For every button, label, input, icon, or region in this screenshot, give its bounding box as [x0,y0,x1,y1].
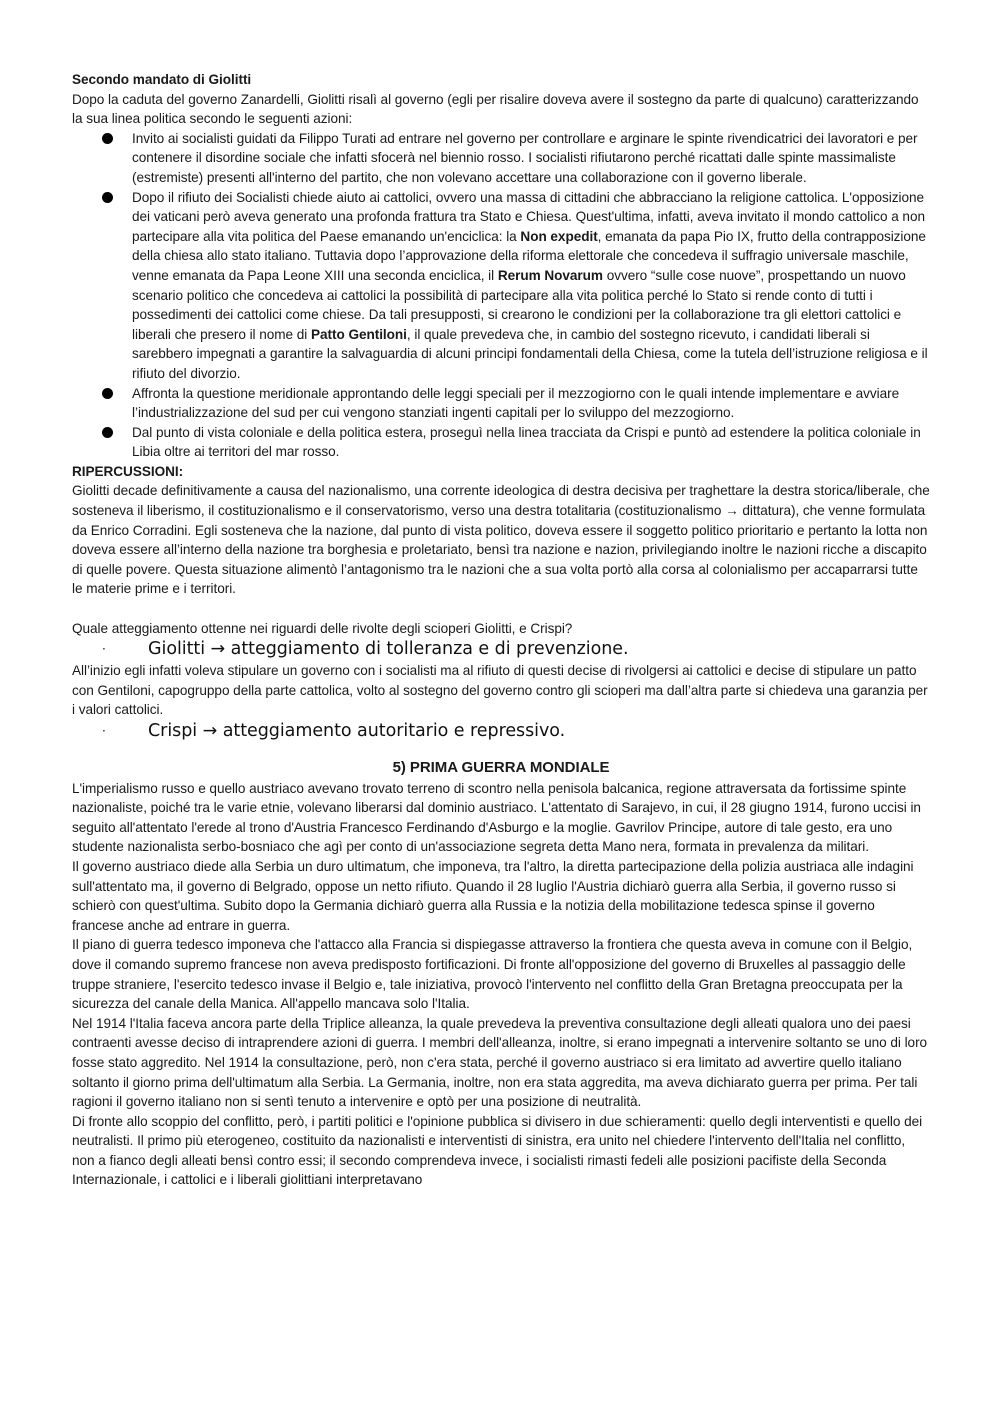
bullet-icon [102,427,113,438]
giolitti-intro: Dopo la caduta del governo Zanardelli, Giolitti risalì al governo (egli per risalire doveva avere il sostegno da parte di qualcuno) caratterizzando la sua linea politica secondo le seguenti azioni: [72,91,919,127]
crispi-answer-line [72,721,930,742]
list-item [72,423,930,462]
list-item [72,129,930,188]
bullet-text: Dal punto di vista coloniale e della politica estera, proseguì nella linea tracciata da Crispi e puntò ad estendere la politica coloniale in Libia oltre ai territori del mar rosso. [132,424,921,460]
list-item [72,384,930,423]
bold-term-rerum-novarum: Rerum Novarum [497,267,603,283]
bullet-icon [102,133,113,144]
section-title: 5) PRIMA GUERRA MONDIALE [392,759,610,776]
list-item [72,188,930,384]
dot-marker-icon: · [102,642,106,657]
text-segment: , il quale prevedeva che, in cambio del sostegno ricevuto, i candidati liberali si sarebbero impegnati a garantire la salvaguardia di alcuni principi fondamentali della Chiesa, come la tutela dell’istruzione religiosa e il rifiuto del divorzio. [132,326,928,381]
text-segment: Dopo il rifiuto dei Socialisti chiede aiuto ai cattolici, ovvero una massa di cittadini che abbracciano la religione cattolica. L'opposizione dei vaticani però aveva generato una profonda frattura tra Stato e Chiesa. Quest'ultima, infatti, aveva invitato il mondo cattolico a non partecipare alla vita politica del Paese emanando un'enciclica: la [132,189,925,244]
bullet-icon [102,388,113,399]
giolitti-answer-detail: All’inizio egli infatti voleva stipulare un governo con i socialisti ma al rifiuto di questi decise di rivolgersi ai cattolici e decise di stipulare un patto con Gentiloni, capogruppo della parte cattolica, volto al sostegno del governo contro gli scioperi ma dall’altra parte si chiedeva una garanzia per i valori cattolici. [72,663,928,718]
giolitti-answer-line [72,639,930,660]
paragraph: Di fronte allo scoppio del conflitto, però, i partiti politici e l'opinione pubblica si divisero in due schieramenti: quello degli interventisti e quello dei neutralisti. Il primo più eterogeneo, costituito da nazionalisti e interventisti di sinistra, era unito nel chiedere l'intervento dell'Italia nel conflitto, non a fianco degli alleati bensì contro essi; il secondo comprendeva invece, i socialisti rimasti fedeli alle posizioni pacifiste della Seconda Internazionale, i cattolici e i liberali giolittiani interpretavano [72,1113,923,1188]
ripercussioni-text: Giolitti decade definitivamente a causa del nazionalismo, una corrente ideologica di destra decisiva per traghettare la destra storica/liberale, che sosteneva il liberismo, il costituzionalismo e il conservatorismo, verso una destra totalitaria (costituzionalismo → dittatura), che venne formulata da Enrico Corradini. Egli sosteneva che la nazione, dal punto di vista politico, doveva essere il soggetto politico prioritario e pertanto la lotta non doveva essere all’interno della nazione tra borghesia e proletariato, bensì tra nazione e nazion, privilegiando inoltre le nazioni ricche a discapito di quelle povere. Questa situazione alimentò l’antagonismo tra le nazioni che a sua volta portò alla corsa al colonialismo per accaparrarsi tutte le materie prime e i territori. [72,483,930,597]
bullet-text: Affronta la questione meridionale approntando delle leggi speciali per il mezzogiorno con le quali intende implementare e avviare l’industrializzazione del sud per cui vengono stanziati ingenti capitali per lo sviluppo del mezzogiorno. [132,385,900,421]
text-segment: ovvero “sulle cose nuove”, prospettando un nuovo scenario politico che concedeva ai cattolici la possibilità di partecipare alla vita politica perché lo Stato si rende conto di tutti i possedimenti dei cattolici come chiese. Da tali presupposti, si crearono le condizioni per la collaborazione tra gli elettori cattolici e liberali che presero il nome di [132,267,906,342]
bold-term-patto-gentiloni: Patto Gentiloni [310,326,407,342]
text-segment: , emanata da papa Pio IX, frutto della contrapposizione della chiesa allo stato italiano. Tuttavia dopo l’approvazione della riforma elettorale che concedeva il suffragio universale maschile, venne emanata da Papa Leone XIII una seconda enciclica, il [132,228,926,283]
bold-term-non-expedit: Non expedit [520,228,598,244]
paragraph: Nel 1914 l'Italia faceva ancora parte della Triplice alleanza, la quale prevedeva la preventiva consultazione degli alleati qualora uno dei paesi contraenti avesse deciso di intraprendere azioni di guerra. I membri dell'alleanza, inoltre, si erano impegnati a intervenire soltanto se uno di loro fosse stato aggredito. Nel 1914 la consultazione, però, non c'era stata, perché il governo austriaco si era limitato ad avvertire quello italiano soltanto il giorno prima dell'ultimatum alla Serbia. La Germania, inoltre, non era stata aggredita, ma aveva dichiarato guerra per prima. Per tali ragioni il governo italiano non si sentì tenuto a intervenire e optò per una posizione di neutralità. [72,1015,928,1110]
giolitti-heading: Secondo mandato di Giolitti [72,72,252,87]
paragraph: Il piano di guerra tedesco imponeva che l'attacco alla Francia si dispiegasse attraverso la frontiera che questa aveva in comune con il Belgio, dove il comando supremo francese non aveva predisposto fortificazioni. Di fronte all'opposizione del governo di Bruxelles al passaggio delle truppe straniere, l'esercito tedesco invase il Belgio e, tale iniziativa, provocò l'intervento nel conflitto della Gran Bretagna preoccupata per la sicurezza del canale della Manica. All'appello mancava solo l'Italia. [72,937,913,1012]
bullet-icon [102,192,113,203]
document-page [72,70,930,1190]
paragraph: Il governo austriaco diede alla Serbia un duro ultimatum, che imponeva, tra l'altro, la diretta partecipazione della polizia austriaca alle indagini sull'attentato ma, il governo di Belgrado, oppose un netto rifiuto. Quando il 28 luglio l'Austria dichiarò guerra alla Serbia, il governo russo si schierò con quest'ultima. Subito dopo la Germania dichiarò guerra alla Russia e la notizia della mobilitazione tedesca spinse il governo francese anche ad entrare in guerra. [72,858,914,933]
bullet-text [132,190,928,381]
giolitti-actions-list [72,129,930,462]
ripercussioni-heading: RIPERCUSSIONI: [72,463,184,479]
giolitti-answer-text: Giolitti → atteggiamento di tolleranza e di prevenzione. [148,639,629,660]
crispi-answer-text: Crispi → atteggiamento autoritario e repressivo. [148,721,566,741]
dot-marker-icon: · [102,724,106,738]
spacer [72,599,930,619]
bullet-text: Invito ai socialisti guidati da Filippo Turati ad entrare nel governo per controllare e arginare le spinte rivendicatrici dei lavoratori e per contenere il disordine sociale che infatti sfocerà nel biennio rosso. I socialisti rifiutarono perché ricattati dalle spinte massimaliste (estremiste) presenti all'interno del partito, che non volevano accettare una collaborazione con il governo liberale. [132,130,918,185]
question-text: Quale atteggiamento ottenne nei riguardi delle rivolte degli scioperi Giolitti, e Crispi? [72,620,573,636]
paragraph: L'imperialismo russo e quello austriaco avevano trovato terreno di scontro nella penisola balcanica, regione attraversata da fortissime spinte nazionaliste, poiché tra le varie etnie, volevano liberarsi dal dominio austriaco. L'attentato di Sarajevo, in cui, il 28 giugno 1914, furono uccisi in seguito all'attentato l'erede al trono d'Austria Francesco Ferdinando d'Asburgo e la moglie. Gavrilov Principe, autore di tale gesto, era uno studente nazionalista serbo-bosniaco che agì per conto di un'associazione segreta detta Mano nera, formata in prevalenza da militari. [72,780,921,855]
